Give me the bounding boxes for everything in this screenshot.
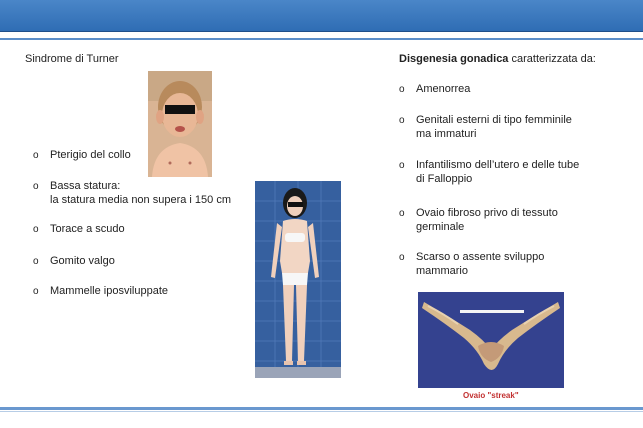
list-item-text: Scarso o assente sviluppo [416,251,545,263]
list-item-text: Gomito valgo [50,255,115,267]
list-item-text: Bassa statura: [50,180,121,192]
child-photo [148,71,212,177]
top-divider [0,38,643,40]
bottom-divider-thin [0,411,643,412]
bullet-marker: o [399,252,405,263]
list-item-text: Amenorrea [416,83,471,95]
list-item-text: la statura media non supera i 150 cm [50,194,231,206]
right-heading [399,53,596,65]
bullet-marker: o [399,84,405,95]
list-item-text: Mammelle iposviluppate [50,285,168,297]
list-item-text: Torace a scudo [50,223,125,235]
patient-photo [255,181,341,378]
right-heading-rest: caratterizzata da: [508,53,596,65]
bullet-marker: o [399,160,405,171]
bullet-marker: o [33,181,39,192]
child-photo-drawing [148,71,212,177]
list-item-text: Genitali esterni di tipo femminile [416,114,572,126]
list-item-text: Infantilismo dell’utero e delle tube [416,159,580,171]
bullet-marker: o [399,208,405,219]
bullet-marker: o [399,115,405,126]
bottom-divider [0,407,643,410]
bullet-marker: o [33,224,39,235]
patient-photo-drawing [255,181,341,378]
header-banner [0,0,643,32]
list-item-text: ma immaturi [416,128,477,140]
list-item-text: Ovaio fibroso privo di tessuto [416,207,558,219]
list-item-text: germinale [416,221,465,233]
slide-title: Sindrome di Turner [25,53,119,65]
bullet-marker: o [33,150,39,161]
right-heading-bold: Disgenesia gonadica [399,53,509,65]
list-item-text: di Falloppio [416,173,473,185]
ovary-photo-drawing [418,292,564,388]
bullet-marker: o [33,286,39,297]
list-item-text: mammario [416,265,468,277]
ovary-photo [418,292,564,388]
list-item-text: Pterigio del collo [50,149,131,161]
ovary-caption: Ovaio "streak" [463,391,519,400]
bullet-marker: o [33,256,39,267]
